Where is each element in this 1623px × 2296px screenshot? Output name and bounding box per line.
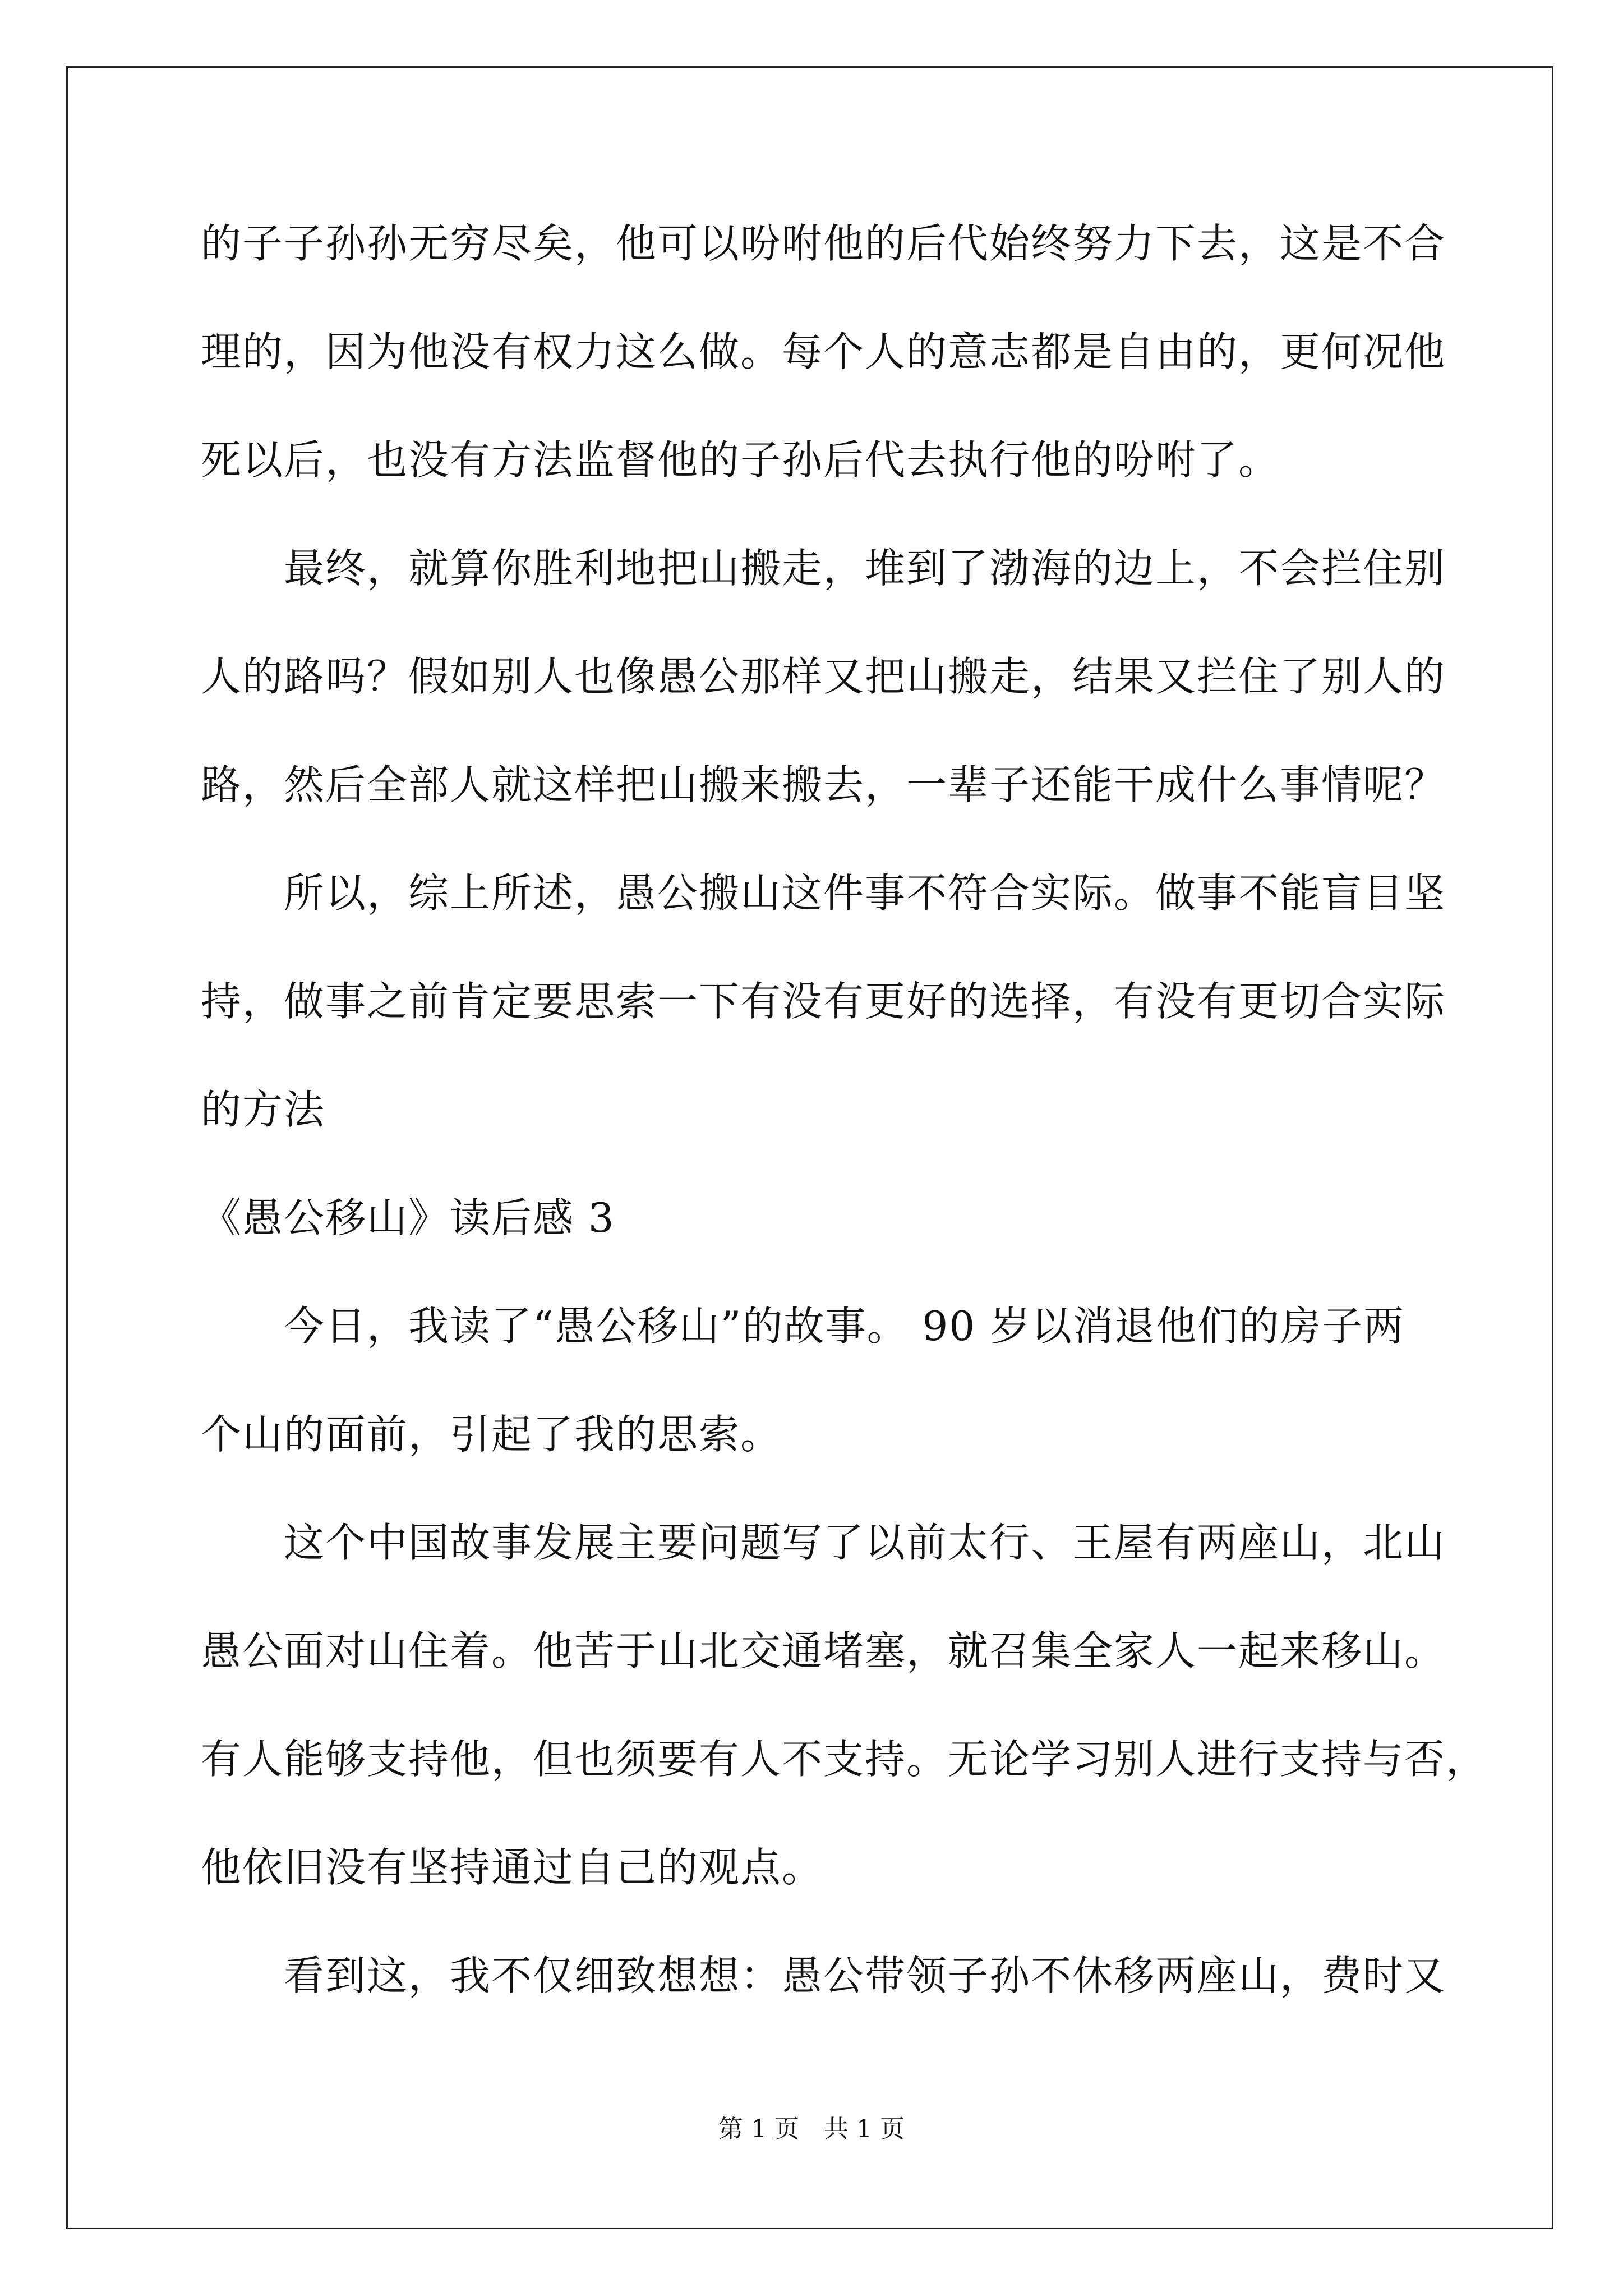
section-heading: 《愚公移山》读后感 3 bbox=[201, 1194, 615, 1241]
text-line: 人的路吗？假如别人也像愚公那样又把山搬走，结果又拦住了别人的 bbox=[201, 653, 1446, 700]
text-line: 路，然后全部人就这样把山搬来搬去，一辈子还能干成什么事情呢？ bbox=[201, 761, 1446, 808]
text-line: 的方法 bbox=[201, 1086, 326, 1133]
text-line: 个山的面前，引起了我的思索。 bbox=[201, 1411, 782, 1458]
text-line: 死以后，也没有方法监督他的子孙后代去执行他的吩咐了。 bbox=[201, 436, 1280, 484]
paragraph-start-line: 最终，就算你胜利地把山搬走，堆到了渤海的边上，不会拦住别 bbox=[284, 545, 1446, 592]
text-line: 持，做事之前肯定要思索一下有没有更好的选择，有没有更切合实际 bbox=[201, 978, 1446, 1025]
text-line: 他依旧没有坚持通过自己的观点。 bbox=[201, 1844, 824, 1891]
page-number-footer: 第 1 页 共 1 页 bbox=[718, 2115, 905, 2143]
paragraph-start-line: 这个中国故事发展主要问题写了以前太行、王屋有两座山，北山 bbox=[284, 1519, 1446, 1566]
text-line: 愚公面对山住着。他苦于山北交通堵塞，就召集全家人一起来移山。 bbox=[201, 1627, 1446, 1674]
paragraph-start-line: 看到这，我不仅细致想想：愚公带领子孙不休移两座山，费时又 bbox=[284, 1952, 1446, 1999]
page-border bbox=[66, 66, 1553, 2229]
paragraph-start-line: 今日，我读了“愚公移山”的故事。 90 岁以消退他们的房子两 bbox=[284, 1303, 1405, 1350]
paragraph-start-line: 所以，综上所述，愚公搬山这件事不符合实际。做事不能盲目坚 bbox=[284, 869, 1446, 917]
text-line: 理的，因为他没有权力这么做。每个人的意志都是自由的，更何况他 bbox=[201, 328, 1446, 375]
text-line: 的子子孙孙无穷尽矣，他可以吩咐他的后代始终努力下去，这是不合 bbox=[201, 220, 1446, 267]
text-line: 有人能够支持他，但也须要有人不支持。无论学习别人进行支持与否， bbox=[201, 1736, 1488, 1783]
